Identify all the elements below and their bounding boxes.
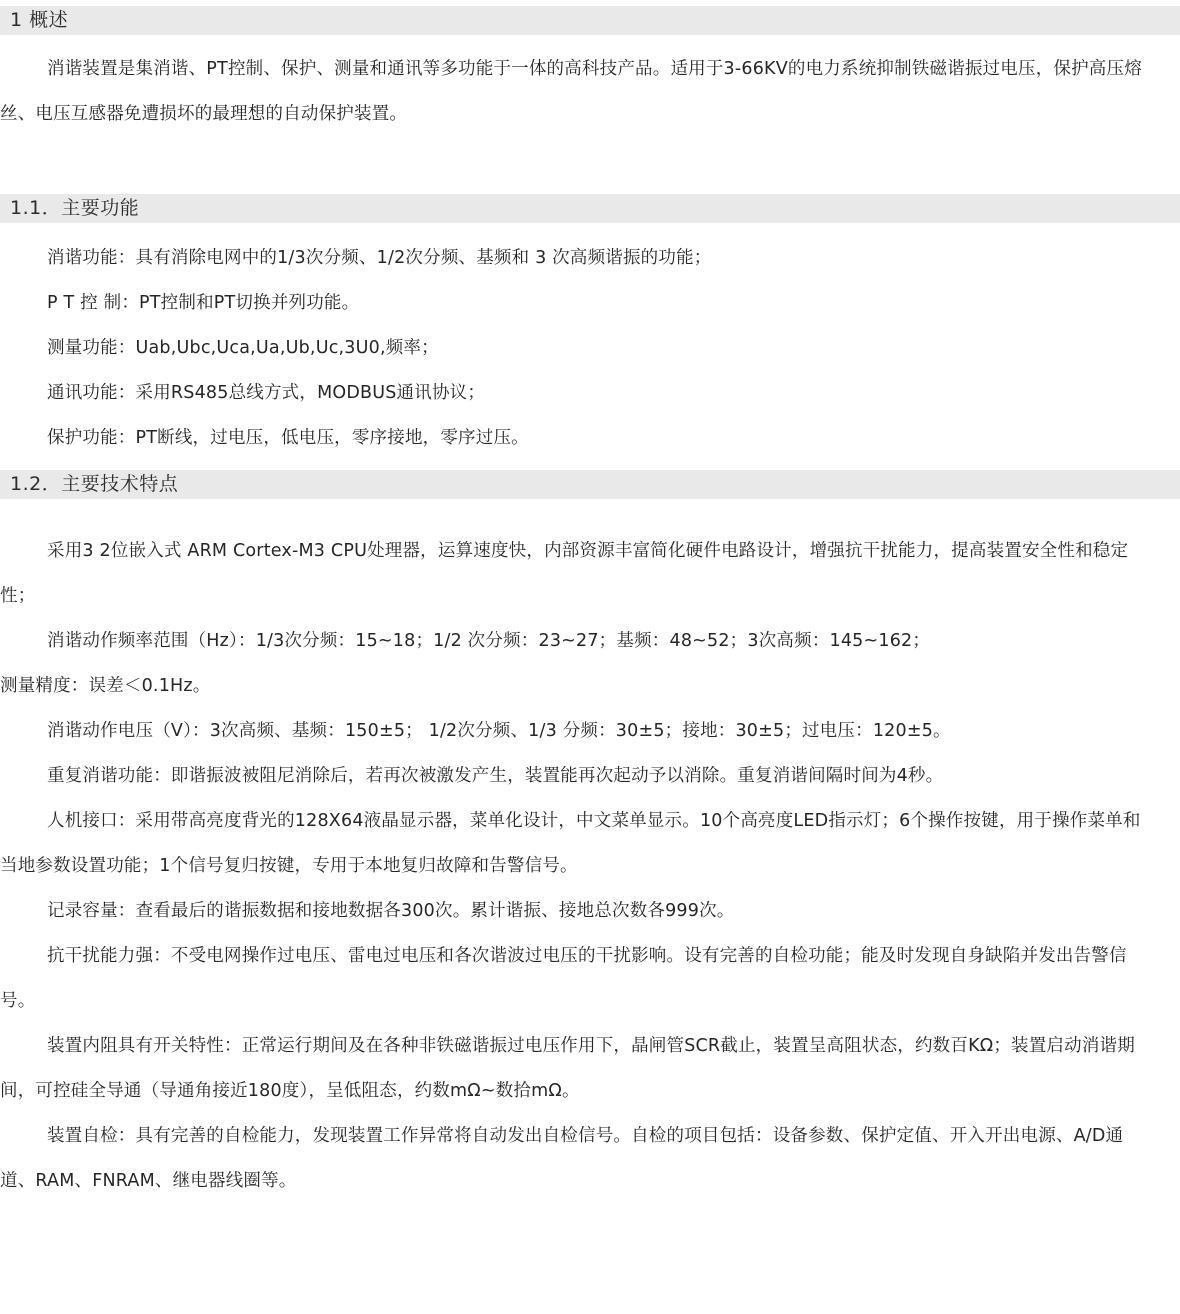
section-heading-main-functions: 1.1．主要功能 (10, 197, 140, 219)
section-heading-technical-features: 1.2．主要技术特点 (10, 473, 179, 495)
function-item-protection: 保护功能：PT断线，过电压，低电压，零序接地，零序过压。 (47, 428, 529, 448)
overview-paragraph: 消谐装置是集消谐、PT控制、保护、测量和通讯等多功能于一体的高科技产品。适用于3-66KV的电力系统抑制铁磁谐振过电压，保护高压熔丝、电压互感器免遭损坏的最理想的自动保护装置。 (0, 59, 1142, 124)
feature-frequency-range: 消谐动作频率范围（Hz）：1/3次分频：15~18；1/2 次分频：23~27；基频：48~52；3次高频：145~162； (47, 631, 931, 651)
feature-self-check: 装置自检：具有完善的自检能力，发现装置工作异常将自动发出自检信号。自检的项目包括：设备参数、保护定值、开入开出电源、A/D通道、RAM、FNRAM、继电器线圈等。 (0, 1126, 1124, 1191)
section-heading-band-main-functions (0, 194, 1180, 223)
feature-hmi: 人机接口：采用带高亮度背光的128X64液晶显示器，菜单化设计，中文菜单显示。10个高亮度LED指示灯；6个操作按键，用于操作菜单和当地参数设置功能；1个信号复归按键，专用于本地复归故障和告警信号。 (0, 811, 1141, 876)
feature-action-voltage: 消谐动作电压（V）：3次高频、基频：150±5； 1/2次分频、1/3 分频：30±5；接地：30±5；过电压：120±5。 (47, 721, 951, 741)
section-heading-overview: 1 概述 (10, 9, 69, 31)
feature-cpu: 采用3 2位嵌入式 ARM Cortex-M3 CPU处理器，运算速度快，内部资源丰富简化硬件电路设计，增强抗干扰能力，提高装置安全性和稳定性； (0, 541, 1129, 606)
document-page (0, 6, 1180, 1314)
feature-anti-interference: 抗干扰能力强：不受电网操作过电压、雷电过电压和各次谐波过电压的干扰影响。设有完善的自检功能；能及时发现自身缺陷并发出告警信号。 (0, 946, 1127, 1011)
feature-repeat-elimination: 重复消谐功能：即谐振波被阻尼消除后，若再次被激发产生，装置能再次起动予以消除。重复消谐间隔时间为4秒。 (47, 766, 944, 786)
function-item-communication: 通讯功能：采用RS485总线方式，MODBUS通讯协议； (47, 383, 486, 403)
function-item-measurement: 测量功能：Uab,Ubc,Uca,Ua,Ub,Uc,3U0,频率； (47, 338, 439, 358)
feature-record-capacity: 记录容量：查看最后的谐振数据和接地数据各300次。累计谐振、接地总次数各999次。 (47, 901, 735, 921)
section-heading-band-overview (0, 6, 1180, 35)
function-item-harmonic-elimination: 消谐功能：具有消除电网中的1/3次分频、1/2次分频、基频和 3 次高频谐振的功能； (47, 248, 712, 268)
section-heading-band-technical-features (0, 470, 1180, 499)
feature-measurement-accuracy: 测量精度：误差＜0.1Hz。 (0, 676, 211, 696)
function-item-pt-control: P T 控 制：PT控制和PT切换并列功能。 (47, 293, 360, 313)
feature-internal-resistance: 装置内阻具有开关特性：正常运行期间及在各种非铁磁谐振过电压作用下，晶闸管SCR截止，装置呈高阻状态，约数百KΩ；装置启动消谐期间，可控硅全导通（导通角接近180度），呈低阻态，约数mΩ~数拾mΩ。 (0, 1036, 1135, 1101)
